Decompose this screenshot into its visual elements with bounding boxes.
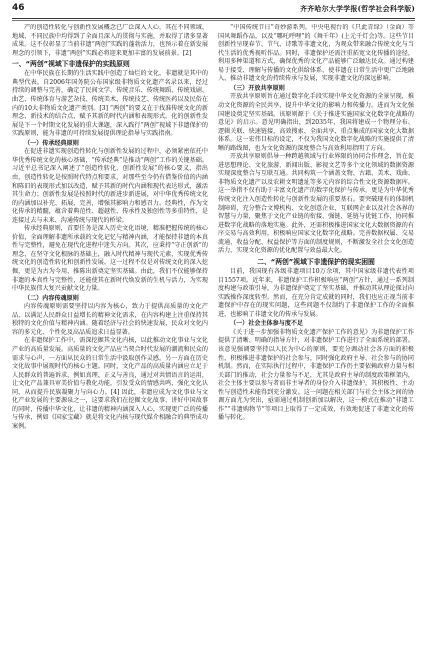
body-paragraph: 在非遗保护工作中，需深挖掘其文化内核，以此推动文化事业与文化产业的高质量发展。高质量的文化产品应当契合时代发展的潮流和民众的需求与心声，一方面从民众的日常生活中汲取创作灵感，另一方面在历史文化故事中展现时代的核心主题。同时，文化产品的高质量内涵应立足于人民群众的普遍诉求，例如真理、正义与善良，通过对共情语言的运用，让文化产品兼具审美价值与教化功能，引发受众的情感共鸣，强化文化认同，从而提升民族凝聚力与向心力。[4] 因此，非遗应成为文化事业与文化产业发展的主要源泉之一，这要求我们在挖掘文化故事、讲好中国故事的同时，传播中华文化，让非遗的精神内涵深入人心，实现更广泛的传播与传承，例如《国家宝藏》就是将文化内核与现代媒介相融合的典型成功案例。 <box>12 337 208 430</box>
subsection-heading: （二）内容传魂原则 <box>24 294 79 302</box>
header-rule-thin <box>12 20 415 21</box>
body-paragraph: 内容传魂原则需要坚持以内容为核心，致力于提供高质量的文化产品，以满足人民群众日益增长的精神文化需求，在内容构建上注重保持其独特的文化价值与精神内涵。随着经济与社会的快速发展，民众对文化内容的多元化、个性化及高品质追求日益显著。 <box>12 303 208 336</box>
page-number: 46 <box>12 3 25 13</box>
section-heading: 一、“两创”视域下非遗保护的实践原则 <box>12 60 130 69</box>
right-column <box>218 24 414 644</box>
body-paragraph: 在中华民族在长期的生活实践中创造了灿烂的文化，非遗就是其中的典型代表。自2006年国务院公布国家级非物质文化遗产名录以来，经过持续的调整与完善，确定了民间文学、传统音乐、传统舞蹈、传统戏剧、曲艺、传统体育与游艺杂技、传统美术、传统技艺、传统医药以及民俗在内的10大非物质文化遗产类别。[3] “两创”的要义在于找准传统文化的新理念、新技术的结合点，赋予其新的时代内涵和表现形式。化的创新性发展是下一个时期文化发展的重大课题，深入践行“两创”视域下非遗保护的实践原则，能为非遗的可持续发展提供理论指导与实践指南。 <box>12 70 208 138</box>
body-paragraph: 产的创造性转化与创新性发展概念已广泛深入人心，其在不同领域、地域、不同民族中均得到了全面且深入的贯彻与实施，并取得了诸多显著成果。这不仅彰显了当前非遗“两创”实践的蓬勃活力，也预示着在新发展理念的引领下，非遗“两创”实践必将迎来更加丰富的发展前景。[2] <box>12 24 208 57</box>
section-heading: 二、“两创”视域下非遗保护的现实困囿 <box>257 257 375 266</box>
subsection-heading: （一）传承经典原则 <box>24 139 79 147</box>
body-paragraph: 开放共享原则旨在通过数字化手段实现中华文化资源的全景呈现，推动文化资源的全民共享，提升中华文化的影响力和传播力。进而为文化强国建设奠定坚实基础。该原则源于《关于推进实施国家文化数字化战略的意见》的启示。意见明确指出，到2035年，我国将建成一个物理分布、逻辑关联、快速链接、高效搜索、全面共享、重点集成的国家文化大数据体系。这一宏伟目标的设定，不仅为我国文化数字化战略的实施提供了清晰的路线图，也为文化资源的深度整合与高效利用指明了方向。 <box>218 93 414 152</box>
body-paragraph: 《关于进一步加强非物质文化遗产保护工作的意见》为非遗保护工作提供了清晰、明确的指导方针，对非遗保护工作进行了全面系统的部署。该意见强调要坚持以人民为中心的原则，要充分调动社会各方面的积极性，积极推进非遗保护的社会参与，同时强化政府主导、社会参与的协同机制。然而，在实际执行过程中，非遗保护工作仍主要依赖政府力量与相关部门的推动，社会力量参与不足，尤其是政府主导的制度政策框架内，社会主体主要以参与者而非主导者的身份介入非遗保护，其积极性、主动性与创造性未能得到充分激发。这一问题在相关部门与社会主体之间的协调方面尤为突出，亟需通过机制创新加以解决，这一模式在推动“非遗工作”“非遗购物节”等项目上取得了一定成效，有效地促进了非遗文化的传播与转化。 <box>218 328 414 422</box>
subsection-heading: （一）社会主体参与度不足 <box>230 320 304 328</box>
journal-title: 齐齐哈尔大学学报(哲学社会科学版) <box>299 4 415 13</box>
body-paragraph: 开放共享原则倡导一种跨越领域与行业界限的协同合作理念，旨在促进思想理论、文化旅游、新闻出版、影视文艺等多个文化领域的数据资源实现深度整合与互联互通。共同构筑一个涵盖文物、古籍、美术、戏曲、非物质文化遗产以及农耕文明遗址等多元内容的综合性文化资源数据库。这一举措不仅有助于丰富文化遗产的数字化保护与传承，更是为中华优秀传统文化注入创造性转化与创新性发展的重要基石。要突破现有的体制机制障碍，充分整合文博机构、文化创意企业、互联网企业以及社会各界的智慧与力量，聚焦于文化产业链的衔接、强链、延链与优链工作，协同推进数字化战略的落地实施。此外，还需积极推进国家文化大数据资源的有序交易与高效利用，积极响应国家文化数字化战略。完善数据权属、交易流通、收益分配、权益保护等方面的制度规则，不断激发全社会文化创造活力，实现文化资源的优化配置与效益最大化。 <box>218 153 414 255</box>
page-header <box>12 2 415 18</box>
subsection-heading: （三）开放共享原则 <box>230 84 285 92</box>
body-paragraph: “中国传统节日”奇妙游系列，中央电视台的《只此青绿》（金面）等国风舞蹈作品，以及“哪吒呼哩”的《舞千年》(上元千灯会)等。这些节目创新性呈现春节、节气、诗歌等非遗文化，为观众带来融合传统文化与当代生活的优秀视听作品。同时，非遗保护还需注重拓宽文化传播的途径，利用多种渠道和方式，确保优秀的文化产品能够广泛触达民众。通过构建易于接受、理解与传播的文化供给体系，使非遗在日常生活中更广泛地融入，推动非遗文化的持续传承与发展，实现非遗文化的深远影响。 <box>218 24 414 83</box>
left-column <box>12 24 208 644</box>
body-paragraph: 目前，我国现有各级非遗项目10万余项，其中国家级非遗代表性项目1557项。近年来，非遗保护工作积极响应“两创”方针，通过一系列制度构建与政策引导，为非遗保护奠定了坚实基础，并推动其从理论探讨向实践操作深度转型。然而，在充分肯定成就的同时，我们也应正视当前非遗保护中存在的现实问题，这些问题不仅制约了非遗保护工作的全面推进，也影响了非遗文化的传承与发展。 <box>218 268 414 318</box>
body-paragraph: 传承经典原则，首要任务是深入历史文化语境，精准把握传统的核心价值，全面理解非遗所承载的文化记忆与精神内涵，才能保持非遗的本真性与完整性，避免在现代化进程中迷失方向。其次，应秉持“守正创新”的理念，在坚守文化根脉的基础上，融入时代精神与现代元素，实现优秀传统文化的创造性转化和创新性发展。这一过程不仅是对传统文化的深入挖掘，更是为古为今用、推陈出新奠定坚实基础。由此，我们不仅能够保持非遗的本真性与完整性，还能使其在新时代焕发新的生机与活力，为实现中华民族伟大复兴贡献文化力量。 <box>12 225 208 293</box>
body-paragraph: 在促进非遗实现创造性转化与创新性发展的过程中，必须紧密依托中华优秀传统文化的核心基础，“传承经典”是推动“两创”工作的关键基础。习近平总书记深入阐述了“创造性转化、创新性发展”的核心要义，指出由，创造性转化是按照时代特点和要求，对那些至今仍有借鉴价值的内涵和陈旧的表现形式加以改造，赋予其新的时代内涵和现代表达形式，激活其生命力；创新性发展是按照时代的新进步新进展，对中华优秀传统文化的内涵加以补充、拓展、完善，增强其影响力和感召力。经典性，作为文化传承的精髓，蕴含着典范性、超越性、传承性及独创性等多重特性，是连接过去与未来、沟通传统与现代的桥梁。 <box>12 148 208 224</box>
header-rule <box>12 18 415 19</box>
